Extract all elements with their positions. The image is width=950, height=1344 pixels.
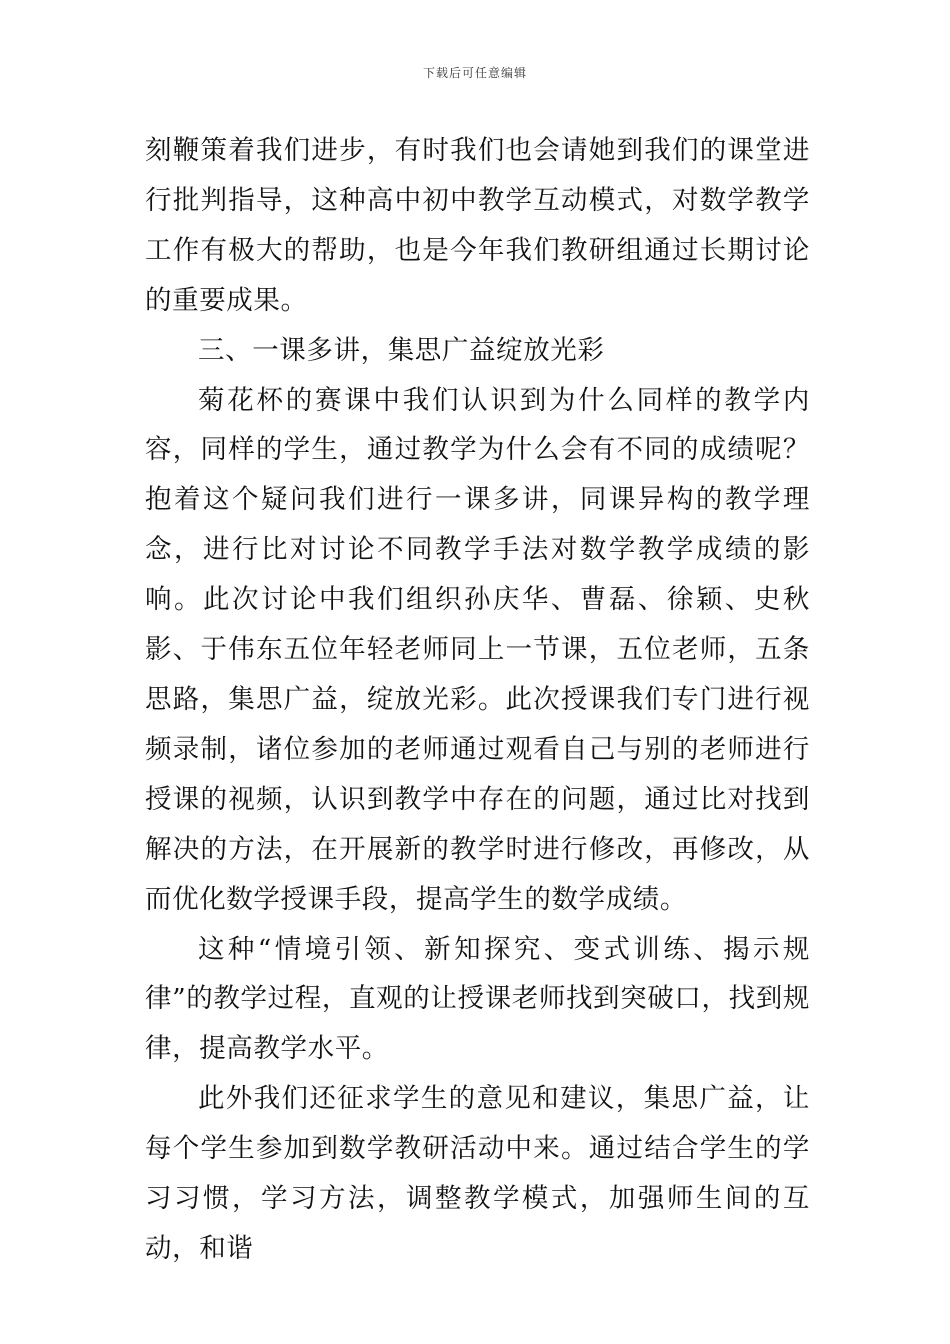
paragraph-student-feedback: 此外我们还征求学生的意见和建议，集思广益，让每个学生参加到数学教研活动中来。通过结合学生的学习习惯，学习方法，调整教学模式，加强师生间的互动，和谐 xyxy=(145,1083,810,1264)
paragraph-lesson-study: 菊花杯的赛课中我们认识到为什么同样的教学内容，同样的学生，通过教学为什么会有不同的成绩呢？抱着这个疑问我们进行一课多讲，同课异构的教学理念，进行比对讨论不同教学手法对数学教学成绩的影响。此次讨论中我们组织孙庆华、曹磊、徐颖、史秋影、于伟东五位年轻老师同上一节课，五位老师，五条思路，集思广益，绽放光彩。此次授课我们专门进行视频录制，诸位参加的老师通过观看自己与别的老师进行授课的视频，认识到教学中存在的问题，通过比对找到解决的方法，在开展新的教学时进行修改，再修改，从而优化数学授课手段，提高学生的数学成绩。 xyxy=(145,384,810,915)
page-header: 下载后可任意编辑 xyxy=(422,66,527,80)
paragraph-continuation: 刻鞭策着我们进步，有时我们也会请她到我们的课堂进行批判指导，这种高中初中教学互动模式，对数学教学工作有极大的帮助，也是今年我们教研组通过长期讨论的重要成果。 xyxy=(145,135,810,316)
section-heading: 三、一课多讲，集思广益绽放光彩 xyxy=(198,334,605,366)
paragraph-teaching-process: 这种“情境引领、新知探究、变式训练、揭示规律”的教学过程，直观的让授课老师找到突破口，找到规律，提高教学水平。 xyxy=(145,933,810,1065)
document-body xyxy=(145,126,810,1274)
